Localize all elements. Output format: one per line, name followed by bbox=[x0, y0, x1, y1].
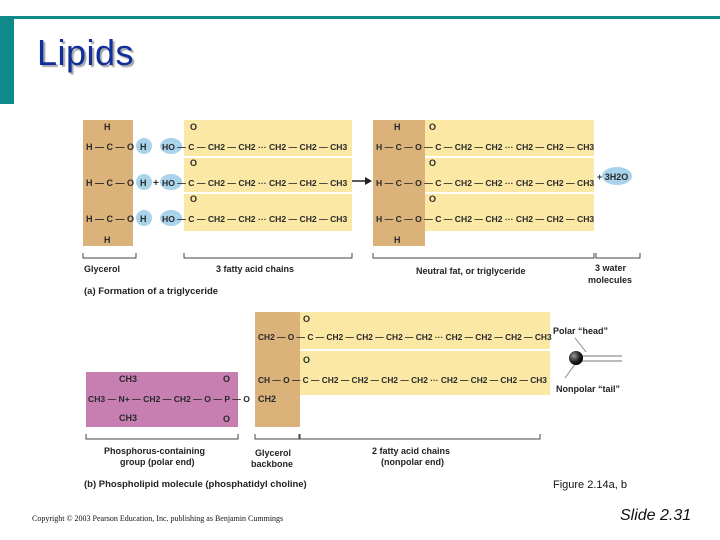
label-water-line2: molecules bbox=[588, 275, 633, 285]
phospholipid-chain-row-2: CH — O — C — CH2 — CH2 — CH2 — CH2 ··· CH2 — CH2 — CH2 — CH3 bbox=[258, 375, 547, 385]
phospholipid-icon bbox=[565, 338, 622, 378]
product-carbonyl-o-2: O bbox=[429, 158, 437, 168]
part-b bbox=[84, 312, 622, 490]
phospholipid-chain-row-1: CH2 — O — C — CH2 — CH2 — CH2 — CH2 ··· CH2 — CH2 — CH2 — CH3 bbox=[258, 332, 552, 342]
label-glycerol-backbone-line2: backbone bbox=[251, 459, 294, 469]
part-a-brackets bbox=[83, 253, 640, 258]
part-a bbox=[83, 120, 640, 297]
label-two-chains-line1: 2 fatty acid chains bbox=[372, 446, 451, 456]
label-neutral-fat: Neutral fat, or triglyceride bbox=[416, 266, 526, 276]
fatty-acid-row-3: HO — C — CH2 — CH2 ··· CH2 — CH2 — CH3 bbox=[162, 214, 348, 224]
glycerol-row-3: H — C — O bbox=[86, 214, 135, 224]
caption-part-a: (a) Formation of a triglyceride bbox=[84, 286, 219, 297]
hydroxyl-h-group bbox=[136, 138, 159, 226]
hydroxyl-h-1: H bbox=[140, 142, 147, 152]
hydroxyl-h-3: H bbox=[140, 214, 147, 224]
phospholipid-carbonyl-o-2: O bbox=[303, 355, 311, 365]
phospholipid-carbonyl-o-1: O bbox=[303, 314, 311, 324]
product-row-1: H — C — O — C — CH2 — CH2 ··· CH2 — CH2 — CH3 bbox=[376, 142, 595, 152]
carbonyl-o-1: O bbox=[190, 122, 198, 132]
fatty-acid-row-1: HO — C — CH2 — CH2 ··· CH2 — CH2 — CH3 bbox=[162, 142, 348, 152]
product-h-bottom: H bbox=[394, 235, 401, 245]
label-two-chains-line2: (nonpolar end) bbox=[381, 457, 444, 467]
phospho-ch3-bottom: CH3 bbox=[119, 413, 138, 423]
water-label: + 3H2O bbox=[597, 172, 629, 182]
label-phospho-line1: Phosphorus-containing bbox=[104, 446, 205, 456]
slide-title: Lipids bbox=[37, 32, 135, 73]
slide-number: Slide 2.31 bbox=[620, 507, 692, 524]
caption-part-b: (b) Phospholipid molecule (phosphatidyl choline) bbox=[84, 479, 307, 490]
phospho-o-top: O bbox=[223, 374, 231, 384]
phospho-ch3-top: CH3 bbox=[119, 374, 138, 384]
fatty-acid-row-2: HO — C — CH2 — CH2 ··· CH2 — CH2 — CH3 bbox=[162, 178, 348, 188]
label-water-line1: 3 water bbox=[595, 263, 627, 273]
copyright-notice: Copyright © 2003 Pearson Education, Inc. publishing as Benjamin Cummings bbox=[32, 514, 284, 523]
label-glycerol-backbone-line1: Glycerol bbox=[255, 448, 292, 458]
plus-sign: + bbox=[153, 178, 159, 189]
label-glycerol: Glycerol bbox=[84, 264, 121, 274]
glycerol-h-top: H bbox=[104, 122, 111, 132]
carbonyl-o-2: O bbox=[190, 158, 198, 168]
phospho-row: CH3 — N+ — CH2 — CH2 — O — P — O bbox=[88, 394, 250, 404]
product-row-2: H — C — O — C — CH2 — CH2 ··· CH2 — CH2 — CH3 bbox=[376, 178, 595, 188]
carbonyl-o-3: O bbox=[190, 194, 198, 204]
product-carbonyl-o-3: O bbox=[429, 194, 437, 204]
fatty-acid-group bbox=[160, 120, 352, 231]
part-b-brackets bbox=[86, 434, 540, 439]
label-fatty-acid-chains: 3 fatty acid chains bbox=[216, 264, 295, 274]
glycerol-h-bottom: H bbox=[104, 235, 111, 245]
phospholipid-glycerol-block bbox=[255, 312, 300, 427]
label-nonpolar-tail: Nonpolar “tail” bbox=[556, 384, 621, 394]
triglyceride-product bbox=[373, 120, 594, 246]
glycerol-row-1: H — C — O bbox=[86, 142, 135, 152]
product-row-3: H — C — O — C — CH2 — CH2 ··· CH2 — CH2 — CH3 bbox=[376, 214, 595, 224]
phospho-o-bottom: O bbox=[223, 414, 231, 424]
product-carbonyl-o-1: O bbox=[429, 122, 437, 132]
label-polar-head: Polar “head” bbox=[553, 326, 609, 336]
product-h-top: H bbox=[394, 122, 401, 132]
figure-caption: Figure 2.14a, b bbox=[553, 479, 627, 491]
phospholipid-ch2-bottom: CH2 bbox=[258, 394, 277, 404]
glycerol-row-2: H — C — O bbox=[86, 178, 135, 188]
label-phospho-line2: group (polar end) bbox=[120, 457, 195, 467]
polar-head-ball bbox=[569, 351, 583, 365]
reaction-arrowhead bbox=[365, 177, 372, 185]
hydroxyl-h-2: H bbox=[140, 178, 147, 188]
